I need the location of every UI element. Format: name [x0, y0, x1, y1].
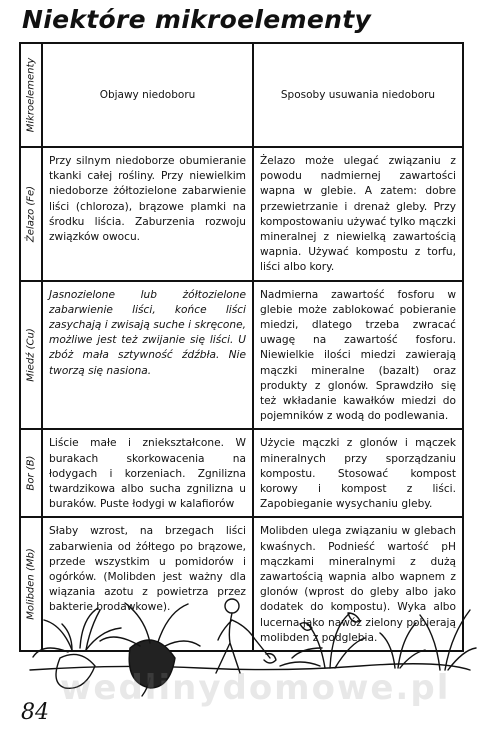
- remedy-cell: Nadmierna zawartość fosforu w glebie może zablokować pobieranie miedzi, dlatego trzeba zwracać uwagę na zawartość fosforu. Niewielkie ilości miedzi zawierają mączki mineralne (bazalt) oraz produkty z glonów. Sprawdziło się też wkładanie kawałków miedzi do pojemników z wodą do podlewania.: [253, 281, 463, 430]
- remedy-cell: Żelazo może ulegać związaniu z powodu nadmiernej zawartości wapna w glebie. A zatem: dobre przewietrzanie i drenaż gleby. Przy kompostowaniu używać tylko mączki mineralnej z niewielką zawartością wapnia. Używać kompostu z torfu, liści albo kory.: [253, 147, 463, 281]
- row-label: Bor (B): [25, 455, 37, 491]
- table-row-boron: [20, 429, 463, 517]
- remedy-cell: Molibden ulega związaniu w glebach kwaśnych. Podnieść wartość pH mączkami mineralnymi z dużą zawartością wapnia albo wapnem z glonów (wprost do gleby albo jako dodatek do kompostu). Wyka albo lucerna jako nawóz zielony pobierają molibden z podglebia.: [253, 517, 463, 651]
- plants-illustration: [292, 610, 476, 670]
- table-row-copper: [20, 281, 463, 430]
- table-header-row: [20, 43, 463, 147]
- row-label: Żelazo (Fe): [25, 185, 37, 242]
- row-label: Miedź (Cu): [25, 328, 37, 382]
- watermark-text: wedlinydomowe.pl: [60, 668, 451, 708]
- table-row-iron: [20, 147, 463, 281]
- microelements-table: [19, 42, 464, 652]
- page-title: Niektóre mikroelementy: [22, 5, 372, 34]
- header-side-label: Mikroelementy: [25, 57, 37, 133]
- header-remedy: Sposoby usuwania niedoboru: [253, 43, 463, 147]
- symptoms-cell: Słaby wzrost, na brzegach liści zabarwienia od żółtego po brązowe, przede wszystkim u pomidorów i ogórków. (Molibden jest ważny dla wiązania azotu z powietrza przez bakterie brodawkowe).: [42, 517, 253, 651]
- row-label-cell: [20, 147, 42, 281]
- remedy-cell: Użycie mączki z glonów i mączek mineralnych przy sporządzaniu kompostu. Stosować kompost korowy i kompost z liści. Zapobieganie wysychaniu gleby.: [253, 429, 463, 517]
- header-symptoms: Objawy niedoboru: [42, 43, 253, 147]
- symptoms-cell: Liście małe i zniekształcone. W burakach skorkowacenia na łodygach i korzeniach. Zgnilizna twardzikowa albo sucha zgnilizna u buraków. Puste łodygi w kalafiorów: [42, 429, 253, 517]
- row-label-cell: [20, 429, 42, 517]
- symptoms-cell: Jasnozielone lub żółtozielone zabarwienie liści, końce liści zasychają i zwisają suche i skręcone, możliwe jest też zwijanie się liści. U zbóż mała sztywność źdźbła. Nie tworzą się nasiona.: [42, 281, 253, 430]
- header-side-cell: [20, 43, 42, 147]
- row-label: Molibden (Mb): [25, 548, 37, 621]
- symptoms-cell: Przy silnym niedoborze obumieranie tkanki całej rośliny. Przy niewielkim niedoborze żółtozielone zabarwienie liści (chloroza), brązowe plamki na środku liścia. Zaburzenia rozwoju związków owocu.: [42, 147, 253, 281]
- gardener-illustration: [216, 599, 320, 673]
- row-label-cell: [20, 281, 42, 430]
- page-number: 84: [21, 700, 49, 725]
